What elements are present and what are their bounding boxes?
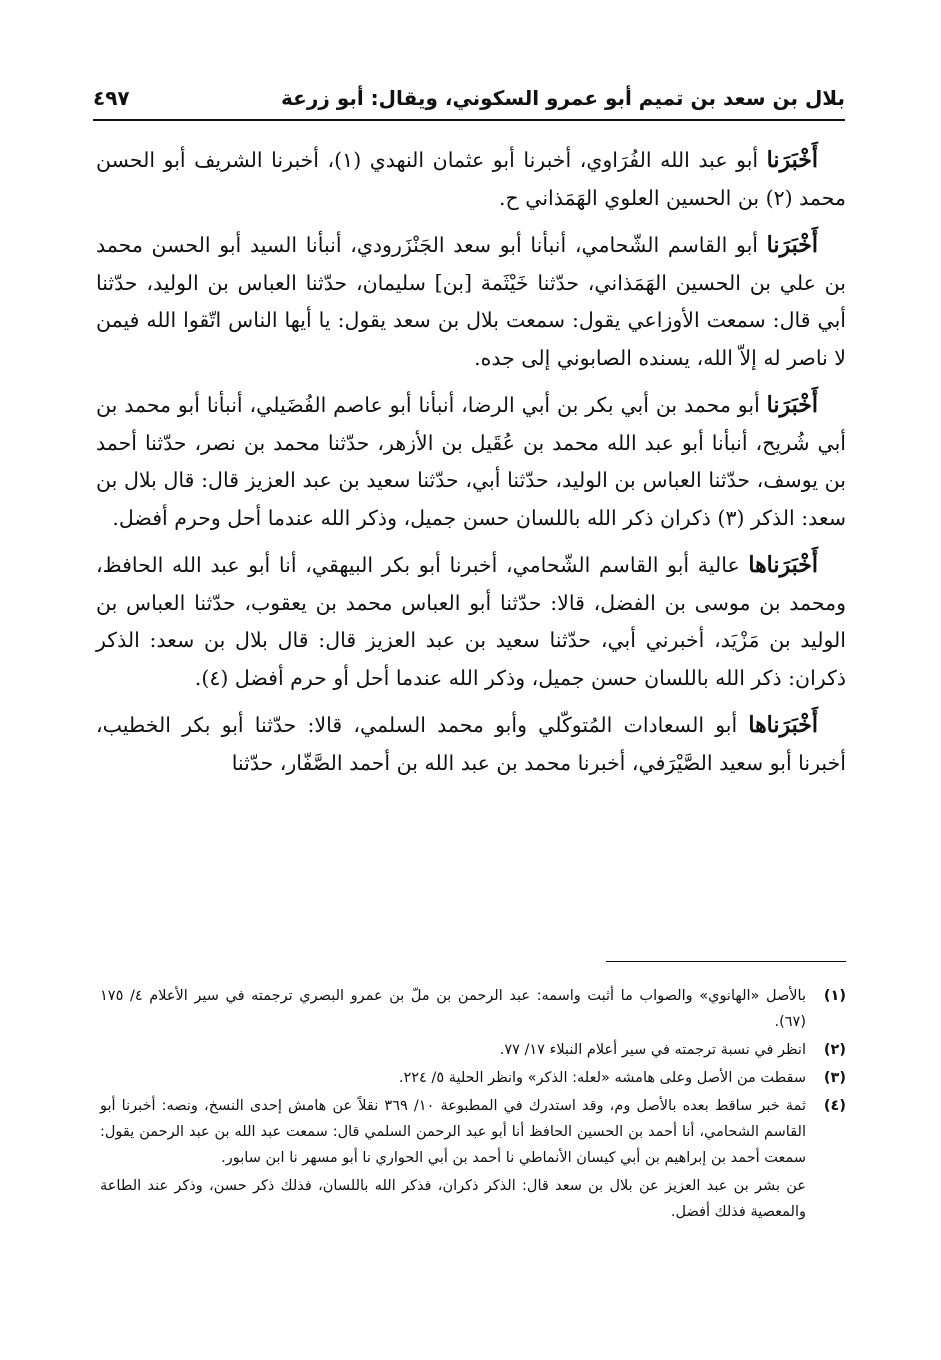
- paragraph: [96, 142, 846, 217]
- paragraph-lead: أَخْبَرَناها: [748, 712, 818, 738]
- footnote: [100, 1037, 846, 1063]
- paragraph: [96, 707, 846, 782]
- header-divider: [93, 119, 845, 121]
- footnote-number: (٤): [823, 1098, 846, 1114]
- paragraph-lead: أَخْبَرَنا: [766, 147, 818, 173]
- paragraph: [96, 387, 846, 537]
- footnote-number: (٣): [823, 1070, 846, 1086]
- main-text: [96, 142, 846, 792]
- paragraph: [96, 547, 846, 697]
- paragraph-text: أبو محمد بن أبي بكر بن أبي الرضا، أنبأنا أبو عاصم الفُضَيلي، أنبأنا أبو محمد بن أبي شُريح، أنبأنا أبو عبد الله محمد بن عُقَيل بن الأزهر، حدّثنا محمد بن نصر، حدّثنا أحمد بن يوسف، حدّثنا العباس بن الوليد، حدّثنا أبي، حدّثنا سعيد بن عبد العزيز قال: قال بلال بن سعد: الذكر (٣) ذكران ذكر الله باللسان حسن جميل، وذكر الله عندما أحل وحرم أفضل.: [96, 393, 846, 530]
- footnote: [100, 1093, 846, 1171]
- footnote: [100, 1065, 846, 1091]
- footnote: [100, 983, 846, 1035]
- paragraph-lead: أَخْبَرَنا: [766, 392, 818, 418]
- footnote-number: (١): [823, 988, 846, 1004]
- footnote-divider: [606, 961, 846, 962]
- paragraph-text: عالية أبو القاسم الشّحامي، أخبرنا أبو بكر البيهقي، أنا أبو عبد الله الحافظ، ومحمد بن موسى بن الفضل، قالا: حدّثنا أبو العباس محمد بن يعقوب، حدّثنا العباس بن الوليد بن مَزْيَد، أخبرني أبي، حدّثنا سعيد بن عبد العزيز قال: قال بلال بن سعد: الذكر ذكران: ذكر الله باللسان حسن جميل، وذكر الله عندما أحل أو حرم أفضل (٤).: [96, 553, 846, 690]
- paragraph-text: أبو السعادات المُتوكّلي وأبو محمد السلمي، قالا: حدّثنا أبو بكر الخطيب، أخبرنا أبو سعيد الصَّيْرَفي، أخبرنا محمد بن عبد الله بن أحمد الصَّفّار، حدّثنا: [96, 713, 846, 775]
- footnote-continuation: عن بشر بن عبد العزيز عن بلال بن سعد قال: الذكر ذكران، فذكر الله باللسان، فذلك ذكر حسن، وذكر عند الطاعة والمعصية فذلك أفضل.: [100, 1178, 806, 1220]
- paragraph-lead: أَخْبَرَنا: [766, 232, 818, 258]
- page-header: [93, 80, 845, 120]
- paragraph-text: أبو القاسم الشّحامي، أنبأنا أبو سعد الجَنْزَرودي، أنبأنا السيد أبو الحسن محمد بن علي بن الحسين الهَمَذاني، حدّثنا خَيْثَمة [بن] سليمان، حدّثنا العباس بن الوليد، حدّثنا أبي قال: سمعت الأوزاعي يقول: سمعت بلال بن سعد يقول: يا أيها الناس اتّقوا الله فيمن لا ناصر له إلاّ الله، يسنده الصابوني إلى جده.: [96, 233, 846, 370]
- running-title: بلال بن سعد بن تميم أبو عمرو السكوني، ويقال: أبو زرعة: [281, 86, 845, 110]
- paragraph-lead: أَخْبَرَناها: [748, 552, 818, 578]
- footnote-text: سقطت من الأصل وعلى هامشه «لعله: الذكر» وانظر الحلية ٥/ ٢٢٤.: [398, 1070, 806, 1086]
- footnote-text: انظر في نسبة ترجمته في سير أعلام النبلاء ١٧/ ٧٧.: [499, 1042, 806, 1058]
- footnote-number: (٢): [823, 1042, 846, 1058]
- footnote-text: بالأصل «الهانوي» والصواب ما أثبت واسمه: عبد الرحمن بن ملّ بن عمرو البصري ترجمته في سير الأعلام ٤/ ١٧٥ (٦٧).: [100, 988, 806, 1030]
- paragraph: [96, 227, 846, 377]
- paragraph-text: أبو عبد الله الفُرَاوي، أخبرنا أبو عثمان النهدي (١)، أخبرنا الشريف أبو الحسن محمد (٢) بن الحسين العلوي الهَمَذاني ح.: [96, 148, 846, 210]
- footnotes: [100, 983, 846, 1225]
- footnote-text: ثمة خبر ساقط بعده بالأصل وم، وقد استدرك في المطبوعة ١٠/ ٣٦٩ نقلاً عن هامش إحدى النسخ، ونصه: أخبرنا أبو القاسم الشحامي، أنا أحمد بن الحسين الحافظ أنا أبو عبد الرحمن السلمي قال: سمعت عبد الله بن عبد الرحمن يقول: سمعت أحمد بن إبراهيم بن أبي كيسان الأنماطي نا أحمد بن أبي الحواري نا أبو مسهر نا ابن سابور.: [100, 1098, 806, 1166]
- page-number: ٤٩٧: [93, 86, 130, 110]
